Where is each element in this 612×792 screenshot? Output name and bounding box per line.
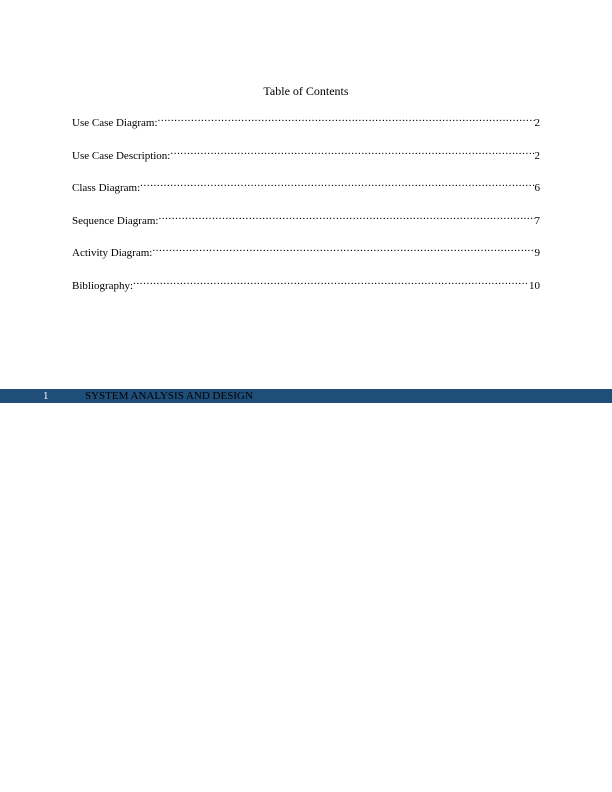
page-footer-band [0, 389, 612, 403]
toc-entry-label: Use Case Description: [72, 149, 171, 162]
toc-entry-page: 10 [529, 279, 540, 292]
toc-dot-leader [133, 273, 529, 289]
toc-entry-use-case-description[interactable] [72, 143, 540, 162]
toc-entry-page: 2 [534, 117, 540, 129]
toc-title: Table of Contents [263, 84, 349, 98]
toc-entry-bibliography[interactable] [72, 273, 540, 292]
toc-entry-activity-diagram[interactable] [72, 240, 540, 259]
toc-entry-label: Class Diagram: [72, 182, 141, 194]
toc-dot-leader [170, 143, 534, 159]
footer-page-number: 1 [43, 390, 49, 402]
toc-entry-use-case-diagram[interactable] [72, 110, 540, 129]
toc-entry-label: Activity Diagram: [72, 247, 153, 259]
toc-entry-page: 6 [534, 182, 540, 194]
toc-entry-label: Use Case Diagram: [72, 117, 158, 129]
toc-entry-label: Sequence Diagram: [72, 214, 159, 227]
toc-dot-leader [158, 208, 534, 224]
toc-entry-page: 2 [534, 149, 540, 162]
toc-entry-page: 9 [534, 247, 540, 259]
toc-entry-sequence-diagram[interactable] [72, 208, 540, 227]
toc-entry-label: Bibliography: [72, 279, 134, 292]
toc-dot-leader [158, 110, 535, 126]
toc-dot-leader [152, 240, 534, 256]
toc-entry-class-diagram[interactable] [72, 175, 540, 194]
toc-dot-leader [140, 175, 534, 191]
toc-entry-page: 7 [534, 214, 540, 227]
footer-running-title: SYSTEM ANALYSIS AND DESIGN [85, 390, 253, 402]
toc-list [72, 110, 540, 305]
